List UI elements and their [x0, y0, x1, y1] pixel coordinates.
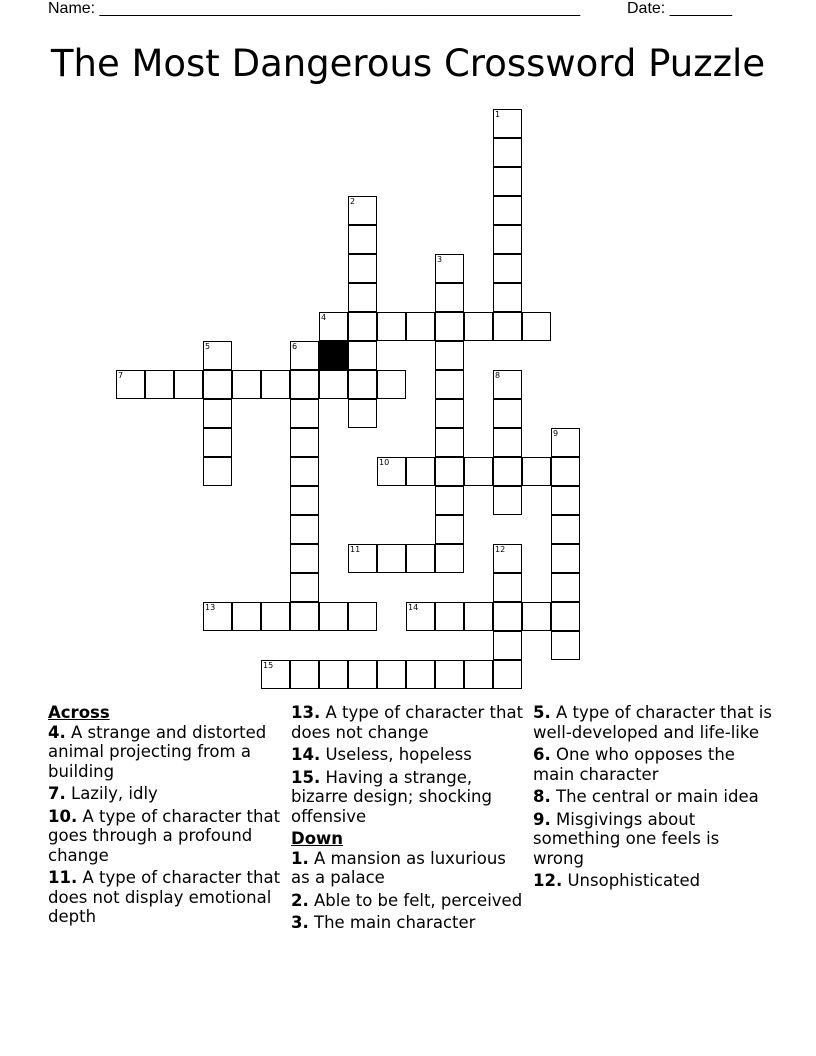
- grid-cell[interactable]: [319, 660, 348, 689]
- grid-cell[interactable]: [377, 544, 406, 573]
- grid-cell[interactable]: [348, 312, 377, 341]
- grid-cell[interactable]: [232, 602, 261, 631]
- grid-cell[interactable]: [203, 370, 232, 399]
- grid-cell[interactable]: [290, 602, 319, 631]
- clue-down-8: 8. The central or main idea: [533, 787, 759, 806]
- grid-cell[interactable]: [348, 341, 377, 370]
- grid-cell[interactable]: [290, 544, 319, 573]
- clue-down-5: 5. A type of character that is well-developed and life-like: [533, 703, 772, 742]
- grid-cell[interactable]: [290, 457, 319, 486]
- grid-cell[interactable]: [203, 428, 232, 457]
- grid-cell[interactable]: [551, 457, 580, 486]
- cell-number: 3: [437, 255, 443, 264]
- grid-cell[interactable]: [493, 312, 522, 341]
- page-title: The Most Dangerous Crossword Puzzle: [50, 42, 766, 85]
- grid-cell[interactable]: [435, 254, 464, 283]
- across-heading: Across: [48, 703, 110, 722]
- grid-cell[interactable]: [522, 457, 551, 486]
- black-cell: [319, 341, 348, 370]
- grid-cell[interactable]: [551, 544, 580, 573]
- grid-cell[interactable]: [551, 631, 580, 660]
- grid-cell[interactable]: [493, 167, 522, 196]
- grid-cell[interactable]: [493, 428, 522, 457]
- grid-cell[interactable]: [464, 312, 493, 341]
- grid-cell[interactable]: [493, 225, 522, 254]
- grid-cell[interactable]: [203, 602, 232, 631]
- clue-across-4: 4. A strange and distorted animal projecting from a building: [48, 722, 267, 781]
- grid-cell[interactable]: [261, 602, 290, 631]
- grid-cell[interactable]: [493, 631, 522, 660]
- grid-cell[interactable]: [493, 660, 522, 689]
- grid-cell[interactable]: [464, 602, 493, 631]
- clue-down-2: 2. Able to be felt, perceived: [291, 890, 523, 910]
- cell-number: 6: [292, 342, 298, 351]
- clue-down-6: 6. One who opposes the main character: [533, 745, 735, 784]
- grid-cell[interactable]: [522, 602, 551, 631]
- grid-cell[interactable]: [319, 370, 348, 399]
- cell-number: 7: [118, 371, 124, 380]
- clue-down-1: 1. A mansion as luxurious as a palace: [291, 848, 506, 887]
- grid-cell[interactable]: [232, 370, 261, 399]
- grid-cell[interactable]: [174, 370, 203, 399]
- grid-cell[interactable]: [493, 573, 522, 602]
- grid-cell[interactable]: [319, 312, 348, 341]
- grid-cell[interactable]: [290, 428, 319, 457]
- grid-cell[interactable]: [406, 312, 435, 341]
- grid-cell[interactable]: [435, 544, 464, 573]
- grid-cell[interactable]: [435, 428, 464, 457]
- cell-number: 12: [495, 545, 506, 554]
- cell-number: 11: [350, 545, 361, 554]
- grid-cell[interactable]: [406, 544, 435, 573]
- grid-cell[interactable]: [493, 602, 522, 631]
- grid-cell[interactable]: [551, 573, 580, 602]
- cell-number: 13: [205, 603, 216, 612]
- grid-cell[interactable]: [145, 370, 174, 399]
- grid-cell[interactable]: [261, 660, 290, 689]
- grid-cell[interactable]: [290, 341, 319, 370]
- grid-cell[interactable]: [290, 660, 319, 689]
- grid-cell[interactable]: [348, 196, 377, 225]
- cell-number: 14: [408, 603, 419, 612]
- grid-cell[interactable]: [348, 399, 377, 428]
- grid-cell[interactable]: [348, 225, 377, 254]
- clue-down-3: 3. The main character: [291, 913, 476, 932]
- clues-column-1: [48, 703, 288, 930]
- clue-across-11: 11. A type of character that does not display emotional depth: [48, 868, 281, 926]
- down-heading: Down: [291, 829, 344, 848]
- clue-down-12: 12. Unsophisticated: [533, 871, 701, 890]
- grid-cell[interactable]: [348, 370, 377, 399]
- clue-across-13: 13. A type of character that does not change: [291, 703, 524, 742]
- cell-number: 8: [495, 371, 501, 380]
- grid-cell[interactable]: [377, 660, 406, 689]
- grid-cell[interactable]: [464, 457, 493, 486]
- grid-cell[interactable]: [348, 254, 377, 283]
- grid-cell[interactable]: [551, 486, 580, 515]
- grid-cell[interactable]: [493, 254, 522, 283]
- grid-cell[interactable]: [203, 399, 232, 428]
- cell-number: 9: [553, 429, 559, 438]
- grid-cell[interactable]: [348, 602, 377, 631]
- grid-cell[interactable]: [493, 138, 522, 167]
- grid-cell[interactable]: [435, 283, 464, 312]
- grid-cell[interactable]: [522, 312, 551, 341]
- cell-number: 4: [321, 313, 327, 322]
- grid-cell[interactable]: [348, 660, 377, 689]
- grid-cell[interactable]: [493, 109, 522, 138]
- clue-down-9: 9. Misgivings about something one feels is wrong: [533, 809, 720, 868]
- grid-cell[interactable]: [493, 196, 522, 225]
- grid-cell[interactable]: [377, 370, 406, 399]
- grid-cell[interactable]: [435, 370, 464, 399]
- grid-cell[interactable]: [435, 312, 464, 341]
- grid-cell[interactable]: [290, 370, 319, 399]
- grid-cell[interactable]: [464, 660, 493, 689]
- grid-cell[interactable]: [290, 515, 319, 544]
- grid-cell[interactable]: [435, 660, 464, 689]
- grid-cell[interactable]: [435, 457, 464, 486]
- grid-cell[interactable]: [493, 457, 522, 486]
- clue-across-14: 14. Useless, hopeless: [291, 745, 472, 764]
- grid-cell[interactable]: [493, 370, 522, 399]
- grid-cell[interactable]: [435, 341, 464, 370]
- cell-number: 10: [379, 458, 390, 467]
- grid-cell[interactable]: [290, 399, 319, 428]
- grid-cell[interactable]: [406, 660, 435, 689]
- grid-cell[interactable]: [435, 515, 464, 544]
- grid-cell[interactable]: [493, 283, 522, 312]
- grid-cell[interactable]: [493, 544, 522, 573]
- grid-cell[interactable]: [551, 428, 580, 457]
- clues-column-2: [291, 703, 526, 936]
- grid-cell[interactable]: [261, 370, 290, 399]
- grid-cell[interactable]: [551, 602, 580, 631]
- grid-cell[interactable]: [377, 457, 406, 486]
- date-field: Date: _______: [627, 0, 732, 17]
- grid-cell[interactable]: [203, 457, 232, 486]
- cell-number: 1: [495, 110, 501, 119]
- grid-cell[interactable]: [406, 457, 435, 486]
- grid-cell[interactable]: [348, 283, 377, 312]
- grid-cell[interactable]: [319, 602, 348, 631]
- grid-cell[interactable]: [551, 515, 580, 544]
- clues-column-3: [533, 703, 773, 894]
- cell-number: 5: [205, 342, 211, 351]
- grid-cell[interactable]: [203, 341, 232, 370]
- grid-cell[interactable]: [348, 544, 377, 573]
- grid-cell[interactable]: [290, 573, 319, 602]
- grid-cell[interactable]: [435, 486, 464, 515]
- grid-cell[interactable]: [493, 399, 522, 428]
- grid-cell[interactable]: [290, 486, 319, 515]
- grid-cell[interactable]: [493, 486, 522, 515]
- cell-number: 15: [263, 661, 274, 670]
- clue-across-15: 15. Having a strange, bizarre design; shocking offensive: [291, 767, 492, 826]
- name-field: Name: ______________________________________________________: [48, 0, 581, 17]
- grid-cell[interactable]: [377, 312, 406, 341]
- clue-across-7: 7. Lazily, idly: [48, 784, 158, 803]
- clue-across-10: 10. A type of character that goes through a profound change: [48, 806, 281, 865]
- grid-cell[interactable]: [435, 602, 464, 631]
- cell-number: 2: [350, 197, 356, 206]
- grid-cell[interactable]: [435, 399, 464, 428]
- grid-cell[interactable]: [406, 602, 435, 631]
- grid-cell[interactable]: [116, 370, 145, 399]
